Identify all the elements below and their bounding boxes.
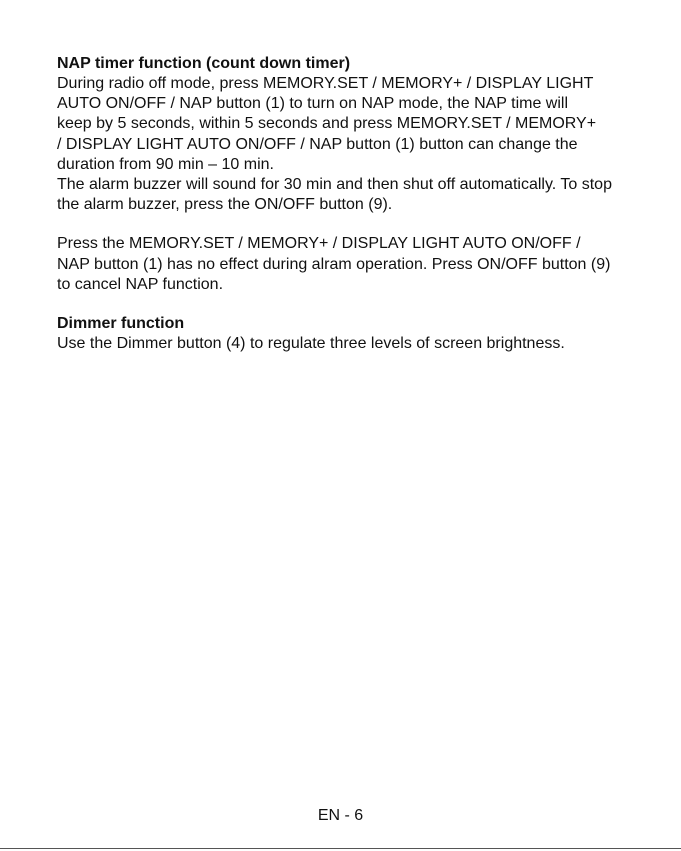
dimmer-paragraph: [57, 334, 657, 354]
dimmer-section: [57, 314, 657, 354]
page-number: EN - 6: [317, 807, 364, 824]
nap-p1-line: duration from 90 min – 10 min.: [57, 155, 274, 173]
nap-p2-line: Press the MEMORY.SET / MEMORY+ / DISPLAY LIGHT AUTO ON/OFF /: [57, 235, 581, 253]
nap-p1-line: the alarm buzzer, press the ON/OFF button (9).: [57, 196, 393, 214]
nap-paragraph-1: [57, 74, 657, 215]
nap-heading: NAP timer function (count down timer): [57, 55, 351, 72]
dimmer-line: Use the Dimmer button (4) to regulate three levels of screen brightness.: [57, 335, 565, 353]
nap-section: [57, 54, 657, 215]
nap-p1-line: AUTO ON/OFF / NAP button (1) to turn on NAP mode, the NAP time will: [57, 95, 569, 113]
nap-p2-line: to cancel NAP function.: [57, 275, 224, 293]
nap-section-2: [57, 234, 657, 295]
document-content: [57, 54, 657, 373]
nap-paragraph-2: [57, 234, 657, 295]
nap-p1-line: / DISPLAY LIGHT AUTO ON/OFF / NAP button (1) button can change the: [57, 135, 578, 153]
nap-p1-line: keep by 5 seconds, within 5 seconds and press MEMORY.SET / MEMORY+: [57, 115, 597, 133]
bottom-divider: [0, 848, 681, 849]
nap-p1-line: The alarm buzzer will sound for 30 min and then shut off automatically. To stop: [57, 176, 612, 194]
nap-p1-line: During radio off mode, press MEMORY.SET / MEMORY+ / DISPLAY LIGHT: [57, 75, 594, 92]
dimmer-heading: Dimmer function: [57, 315, 185, 333]
nap-p2-line: NAP button (1) has no effect during alram operation. Press ON/OFF button (9): [57, 255, 611, 273]
